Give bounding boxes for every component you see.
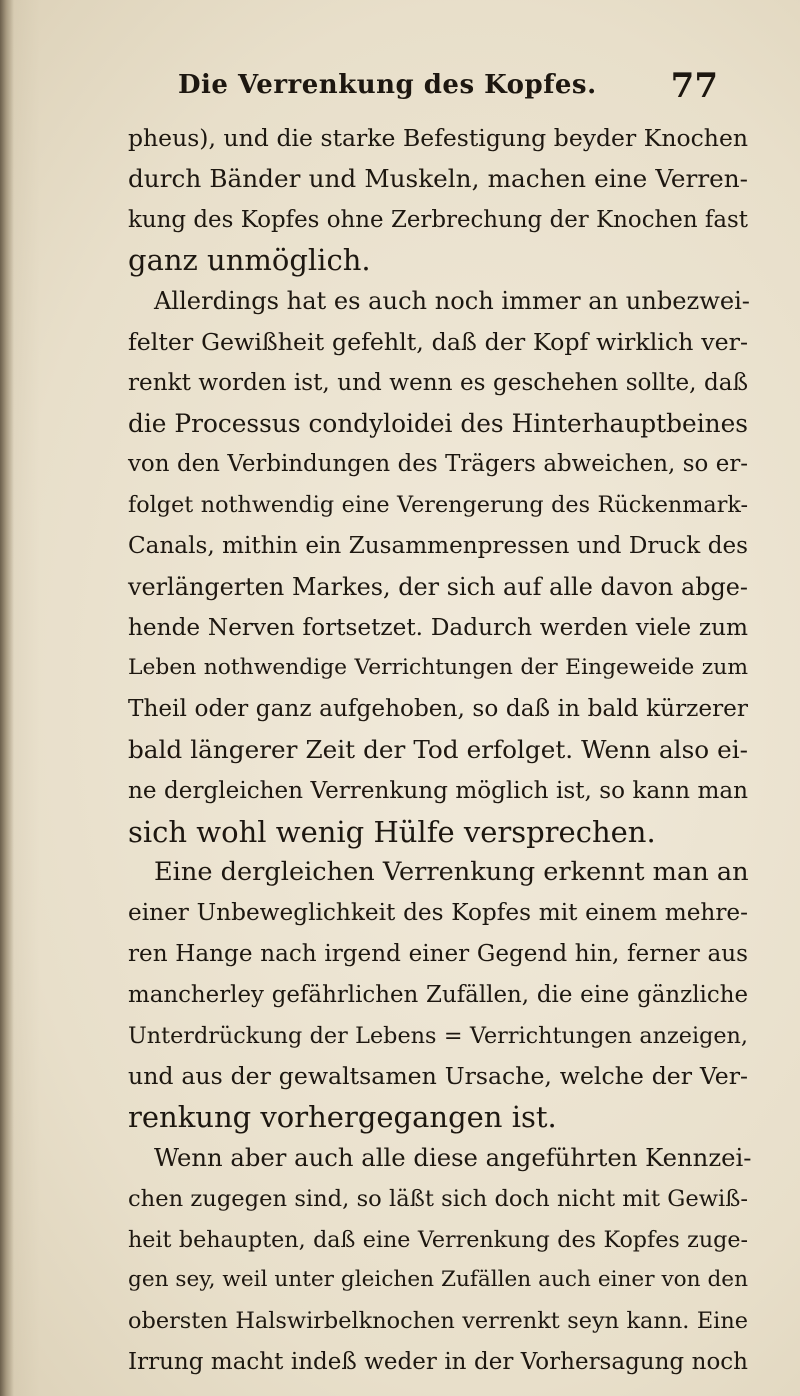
text-line: kung des Kopfes ohne Zerbrechung der Knochen fast (128, 206, 748, 233)
text-line: ren Hange nach irgend einer Gegend hin, ferner aus (128, 940, 748, 967)
text-line: einer Unbeweglichkeit des Kopfes mit einem mehre- (128, 899, 748, 927)
text-line: chen zugegen sind, so läßt sich doch nicht mit Gewiß- (128, 1185, 748, 1212)
text-line: folget nothwendig eine Verengerung des Rückenmark- (128, 492, 748, 519)
text-line: und aus der gewaltsamen Ursache, welche der Ver- (128, 1062, 748, 1091)
text-line: Unterdrückung der Lebens = Verrichtungen anzeigen, (128, 1022, 748, 1049)
text-line: hende Nerven fortsetzet. Dadurch werden viele zum (128, 613, 748, 641)
text-line: verlängerten Markes, der sich auf alle davon abge- (128, 572, 748, 601)
text-line: bald längerer Zeit der Tod erfolget. Wenn also ei- (128, 734, 748, 764)
text-line: gen sey, weil unter gleichen Zufällen auch einer von den (128, 1267, 748, 1293)
text-line: pheus), und die starke Befestigung beyder Knochen (128, 124, 748, 152)
text-line: sich wohl wenig Hülfe versprechen. (128, 814, 656, 849)
text-line: Canals, mithin ein Zusammenpressen und Druck des (128, 532, 748, 559)
text-line: von den Verbindungen des Trägers abweichen, so er- (128, 451, 748, 478)
text-line: obersten Halswirbelknochen verrenkt seyn kann. Eine (128, 1308, 748, 1335)
text-line: ganz unmöglich. (128, 243, 371, 278)
text-line: mancherley gefährlichen Zufällen, die eine gänzliche (128, 981, 748, 1008)
text-line: Irrung macht indeß weder in der Vorhersagung noch (128, 1348, 748, 1375)
text-line: heit behaupten, daß eine Verrenkung des Kopfes zuge- (128, 1226, 748, 1253)
text-line: Eine dergleichen Verrenkung erkennt man an (154, 857, 749, 888)
text-line: Wenn aber auch alle diese angeführten Kennzei- (154, 1142, 752, 1172)
body-text (128, 118, 752, 1383)
binding-gutter (0, 0, 14, 1396)
text-line: Theil oder ganz aufgehoben, so daß in bald kürzerer (128, 695, 748, 723)
text-line: durch Bänder und Muskeln, machen eine Verren- (128, 163, 748, 193)
text-line: die Processus condyloidei des Hinterhauptbeines (128, 408, 748, 438)
running-title: Die Verrenkung des Kopfes. (178, 70, 597, 100)
running-head (178, 66, 718, 106)
text-line: Leben nothwendige Verrichtungen der Eingeweide zum (128, 655, 748, 681)
text-line: renkt worden ist, und wenn es geschehen sollte, daß (128, 369, 748, 396)
text-line: ne dergleichen Verrenkung möglich ist, so kann man (128, 777, 748, 804)
text-line: felter Gewißheit gefehlt, daß der Kopf wirklich ver- (128, 327, 748, 356)
page-number: 77 (670, 66, 718, 106)
text-line: renkung vorhergegangen ist. (128, 1100, 557, 1135)
text-line: Allerdings hat es auch noch immer an unbezwei- (154, 287, 750, 316)
